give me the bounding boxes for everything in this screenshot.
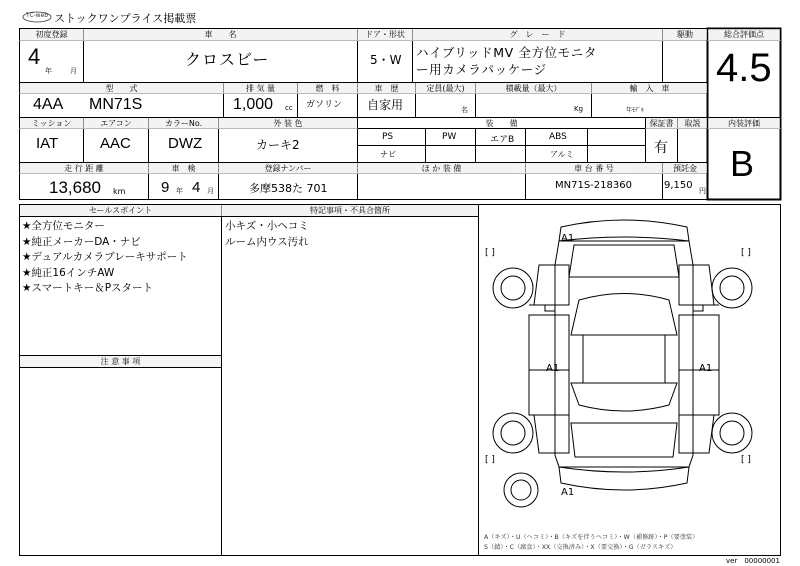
sales-point: ★純正メーカーDA・ナビ bbox=[22, 235, 141, 248]
label-mission: ミッション bbox=[31, 119, 72, 128]
label-first-reg: 初度登録 bbox=[35, 30, 68, 39]
type-prefix: 4AA bbox=[33, 96, 64, 113]
mission: IAT bbox=[36, 135, 59, 152]
label-notes: 特記事項・不具合箇所 bbox=[310, 206, 390, 215]
front-left-wheel-icon bbox=[493, 268, 533, 308]
interior-score: B bbox=[730, 143, 755, 184]
mileage: 13,680 bbox=[49, 178, 101, 197]
equip-navi: ナビ bbox=[380, 150, 396, 159]
displacement-unit: cc bbox=[285, 104, 293, 112]
note-item: ルーム内ウス汚れ bbox=[225, 235, 309, 248]
fuel: ガソリン bbox=[306, 100, 343, 110]
label-exterior: 外 装 色 bbox=[273, 119, 303, 128]
car-damage-diagram bbox=[479, 205, 780, 555]
rear-left-wheel-icon bbox=[493, 413, 533, 453]
capacity-unit: 名 bbox=[461, 106, 468, 114]
deposit: 9,150 bbox=[664, 180, 693, 191]
label-mileage: 走 行 距 離 bbox=[64, 164, 104, 173]
deposit-unit: 円 bbox=[699, 187, 706, 195]
sales-point: ★純正16インチAW bbox=[22, 266, 115, 279]
displacement: 1,000 bbox=[233, 96, 274, 113]
chassis-no: MN71S-218360 bbox=[555, 180, 632, 191]
history: 自家用 bbox=[367, 98, 404, 112]
warranty: 有 bbox=[654, 140, 668, 156]
equip-airbag: エアB bbox=[490, 135, 515, 145]
damage-mark-right: A1 bbox=[699, 363, 713, 374]
label-plate: 登録ナンバー bbox=[264, 164, 312, 173]
month-unit: 月 bbox=[70, 67, 77, 75]
inspection-month: 4 bbox=[192, 179, 201, 196]
note-item: 小キズ・小ヘコミ bbox=[225, 220, 309, 232]
equip-ps: PS bbox=[382, 132, 394, 142]
front-right-wheel-icon bbox=[712, 268, 752, 308]
load-unit: Kg bbox=[574, 105, 584, 113]
label-other-equipment: ほ か 装 備 bbox=[421, 164, 462, 173]
year-unit: 年 bbox=[45, 67, 52, 75]
logo-text: TC-web bbox=[26, 12, 49, 19]
bracket-marker: [ ] bbox=[485, 248, 495, 258]
label-fuel: 燃 料 bbox=[315, 84, 340, 93]
label-drive: 駆動 bbox=[677, 30, 693, 39]
bracket-marker: [ ] bbox=[741, 455, 751, 465]
label-interior: 内装評価 bbox=[728, 119, 760, 128]
label-deposit: 預託金 bbox=[673, 164, 697, 173]
license-plate: 多摩538た 701 bbox=[249, 182, 328, 195]
label-door: ドア・形状 bbox=[365, 30, 405, 39]
grade-line-1: ハイブリッドMV 全方位モニタ bbox=[416, 45, 597, 60]
label-color-no: カラーNo. bbox=[164, 119, 203, 128]
sales-points-list bbox=[22, 219, 188, 297]
car-name: クロスビー bbox=[185, 50, 270, 69]
rear-right-wheel-icon bbox=[712, 413, 752, 453]
label-warranty: 保証書 bbox=[649, 119, 674, 128]
notes-list bbox=[225, 219, 309, 250]
label-manual: 取説 bbox=[684, 119, 701, 128]
import-note: 年ﾓﾃﾞﾙ bbox=[626, 107, 645, 114]
label-capacity: 定員(最大) bbox=[426, 84, 465, 93]
sales-point: ★全方位モニター bbox=[22, 220, 105, 232]
aircon: AAC bbox=[100, 135, 131, 152]
label-inspection: 車 検 bbox=[171, 164, 196, 173]
label-overall: 総合評価点 bbox=[724, 30, 764, 39]
mileage-unit: km bbox=[113, 187, 126, 196]
bracket-marker: [ ] bbox=[485, 455, 495, 465]
label-equipment: 装 備 bbox=[485, 119, 518, 128]
door-shape: 5・W bbox=[370, 53, 402, 67]
sales-point: ★デュアルカメラブレーキサポート bbox=[22, 251, 188, 263]
first-reg-year: 4 bbox=[28, 44, 41, 69]
label-type: 型 式 bbox=[105, 84, 138, 93]
spare-wheel-icon bbox=[504, 473, 538, 507]
overall-score: 4.5 bbox=[716, 46, 772, 90]
damage-legend-line-2: S（錆）・C（腐食）・XX（交換済み）・X（要交換）・G（ガラスキズ） bbox=[484, 544, 677, 551]
version: ver 00000001 bbox=[726, 557, 780, 565]
label-grade: グ レ ー ド bbox=[509, 30, 566, 39]
color-no: DWZ bbox=[168, 135, 203, 152]
equip-abs: ABS bbox=[549, 132, 567, 142]
label-aircon: エアコン bbox=[100, 119, 132, 128]
page-title: ストックワンプライス掲載票 bbox=[54, 12, 197, 25]
label-car-name: 車 名 bbox=[204, 30, 237, 39]
damage-mark-rear: A1 bbox=[561, 487, 575, 498]
label-cautions: 注 意 事 項 bbox=[100, 357, 141, 366]
label-chassis: 車 台 番 号 bbox=[574, 164, 614, 173]
label-import: 輸 入 車 bbox=[629, 84, 670, 93]
bracket-marker: [ ] bbox=[741, 248, 751, 258]
equip-pw: PW bbox=[442, 132, 457, 142]
label-displacement: 排 気 量 bbox=[245, 84, 276, 93]
damage-legend-line-1: A（キズ）・U（ヘコミ）・B（キズを伴うヘコミ）・W（補修跡）・P（要塗装） bbox=[484, 534, 699, 541]
label-history: 車 歴 bbox=[374, 84, 399, 93]
inspection-month-unit: 月 bbox=[207, 187, 214, 195]
equip-alloy: アルミ bbox=[550, 150, 574, 159]
exterior-color: カーキ2 bbox=[256, 138, 300, 152]
inspection-year-unit: 年 bbox=[176, 187, 183, 195]
label-sales-points: セールスポイント bbox=[88, 206, 153, 215]
model-type: MN71S bbox=[89, 96, 143, 113]
sales-point: ★スマートキー＆Pスタート bbox=[22, 282, 154, 294]
label-load: 積載量（最大） bbox=[505, 84, 562, 93]
grade-line-2: ー用カメラパッケージ bbox=[416, 62, 547, 77]
damage-mark-left: A1 bbox=[546, 363, 560, 374]
inspection-year: 9 bbox=[161, 179, 170, 196]
damage-mark-front: A1 bbox=[561, 233, 575, 244]
